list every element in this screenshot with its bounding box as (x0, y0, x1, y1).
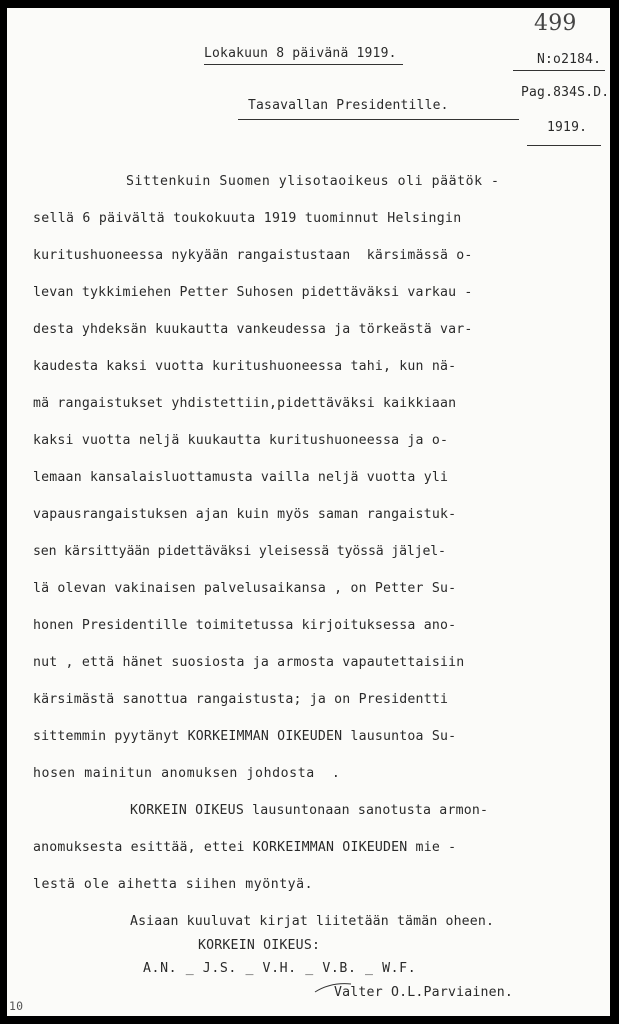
document-page (7, 8, 610, 1016)
clerk-signature: Valter O.L.Parviainen. (334, 985, 514, 1000)
body-line-3: kuritushuoneessa nykyään rangaistustaan kärsimässä o- (33, 248, 473, 263)
body-line-17: hosen mainitun anomuksen johdosta . (33, 766, 341, 781)
reference-number: N:o2184. (513, 52, 605, 71)
year: 1919. (547, 120, 588, 135)
addressee: Tasavallan Presidentille. (238, 98, 519, 120)
page-reference: Pag.834S.D. (521, 85, 610, 100)
body-line-10: vapausrangaistuksen ajan kuin myös saman rangaistuk- (33, 507, 457, 522)
body-line-6: kaudesta kaksi vuotta kuritushuoneessa tahi, kun nä- (33, 359, 457, 374)
body-line-11: sen kärsittyään pidettäväksi yleisessä työssä jäljel- (33, 544, 446, 559)
court-signature: KORKEIN OIKEUS: (198, 938, 321, 953)
body-line-8: kaksi vuotta neljä kuukautta kuritushuoneessa ja o- (33, 433, 449, 448)
body-line-13: honen Presidentille toimitetussa kirjoituksessa ano- (33, 618, 457, 633)
body-line-20: lestä ole aihetta siihen myöntyä. (33, 877, 314, 892)
year-underline (527, 145, 601, 146)
page-number: 499 (534, 11, 577, 36)
body-line-9: lemaan kansalaisluottamusta vailla neljä vuotta yli (33, 470, 449, 485)
body-line-16: sittemmin pyytänyt KORKEIMMAN OIKEUDEN lausuntoa Su- (33, 729, 457, 744)
body-line-14: nut , että hänet suosiosta ja armosta vapautettaisiin (33, 655, 465, 670)
body-line-4: levan tykkimiehen Petter Suhosen pidettäväksi varkau - (33, 285, 473, 300)
body-line-21: Asiaan kuuluvat kirjat liitetään tämän oheen. (130, 914, 495, 929)
body-line-12: lä olevan vakinaisen palvelusaikansa , on Petter Su- (33, 581, 457, 596)
body-line-5: desta yhdeksän kuukautta vankeudessa ja törkeästä var- (33, 322, 473, 337)
body-line-18: KORKEIN OIKEUS lausuntonaan sanotusta armon- (130, 803, 489, 818)
body-line-15: kärsimästä sanottua rangaistusta; ja on Presidentti (33, 692, 449, 707)
judges-initials: A.N. _ J.S. _ V.H. _ V.B. _ W.F. (143, 961, 417, 976)
corner-mark: 10 (9, 999, 24, 1013)
body-line-1: Sittenkuin Suomen ylisotaoikeus oli päätök - (126, 174, 500, 189)
body-line-7: mä rangaistukset yhdistettiin,pidettäväksi kaikkiaan (33, 396, 457, 411)
date-line: Lokakuun 8 päivänä 1919. (204, 46, 403, 65)
body-line-19: anomuksesta esittää, ettei KORKEIMMAN OIKEUDEN mie - (33, 840, 457, 855)
body-line-2: sellä 6 päivältä toukokuuta 1919 tuominnut Helsingin (33, 211, 462, 226)
